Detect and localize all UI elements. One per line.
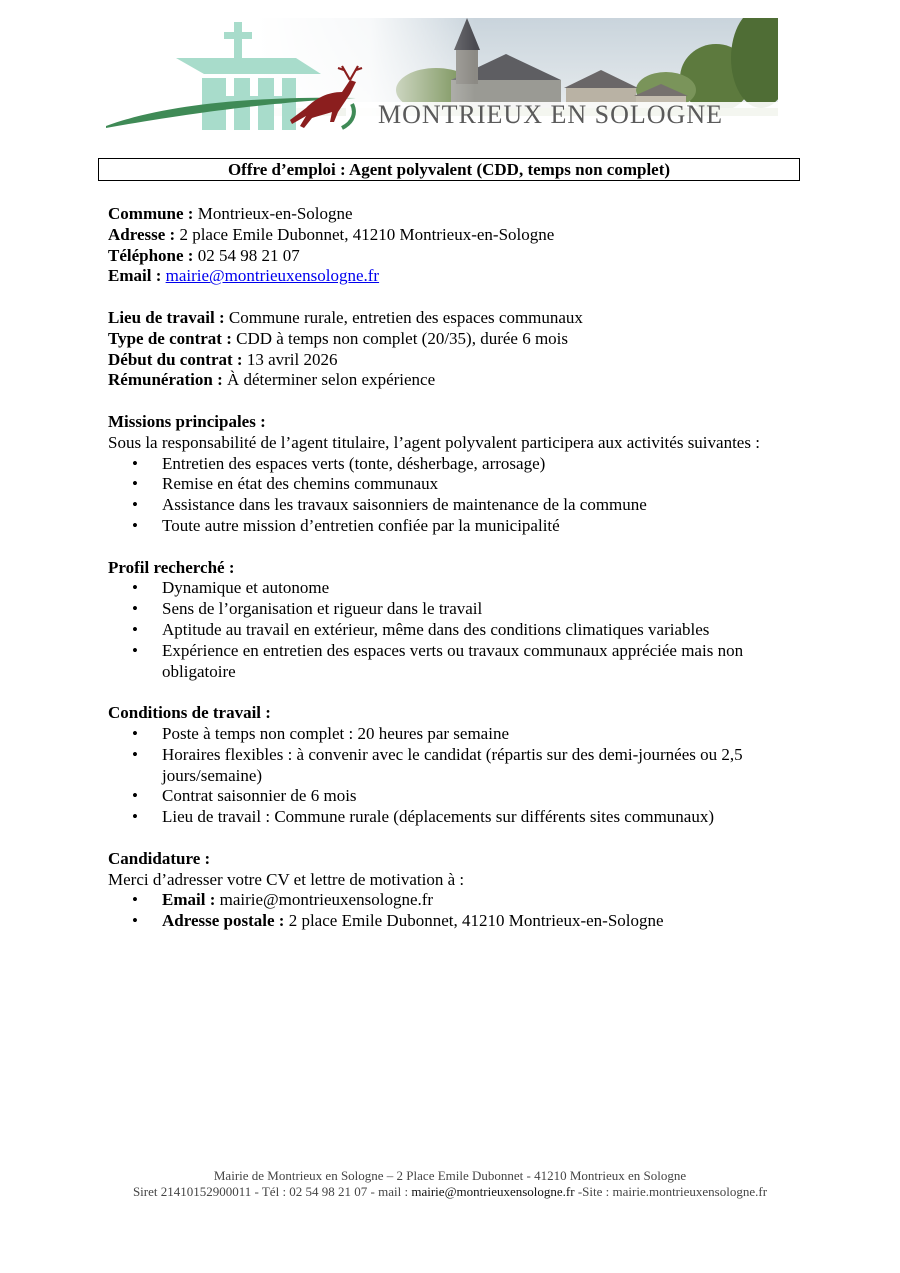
page-title: Offre d’emploi : Agent polyvalent (CDD, temps non complet) (98, 158, 800, 181)
header-banner (106, 18, 778, 134)
list-item: • Contrat saisonnier de 6 mois (108, 786, 798, 807)
contract-value: CDD à temps non complet (20/35), durée 6 mois (231, 328, 569, 348)
application-post-value: 2 place Emile Dubonnet, 41210 Montrieux-en-Sologne (284, 911, 664, 931)
phone-value: 02 54 98 21 07 (193, 245, 300, 265)
list-item: • Poste à temps non complet : 20 heures par semaine (108, 724, 798, 745)
missions-heading: Missions principales : (108, 411, 266, 431)
start-value: 13 avril 2026 (242, 349, 338, 369)
list-item: • Remise en état des chemins communaux (108, 474, 798, 495)
application-email-label: Email : (162, 890, 216, 910)
brand-name: MONTRIEUX EN SOLOGNE (378, 100, 723, 129)
spacer (108, 828, 798, 849)
footer-line-2-prefix: Siret 21410152900011 - Tél : 02 54 98 21 07 - mail : (132, 1183, 412, 1199)
start-label: Début du contrat : (108, 349, 243, 369)
location-label: Lieu de travail : (108, 307, 225, 327)
footer-line-1: Mairie de Montrieux en Sologne – 2 Place Emile Dubonnet - 41210 Montrieux en Sologne (213, 1168, 687, 1183)
list-item: • Entretien des espaces verts (tonte, désherbage, arrosage) (108, 454, 798, 475)
missions-list (108, 454, 798, 537)
list-item: • Dynamique et autonome (108, 578, 798, 599)
missions-section (108, 412, 798, 537)
address-label: Adresse : (108, 224, 176, 244)
application-heading: Candidature : (108, 848, 211, 868)
spacer (108, 682, 798, 703)
application-intro: Merci d’adresser votre CV et lettre de motivation à : (108, 869, 465, 889)
email-label: Email : (108, 266, 162, 286)
conditions-list (108, 724, 798, 828)
list-item: • Expérience en entretien des espaces verts ou travaux communaux appréciée mais non obligatoire (108, 641, 798, 683)
list-item: • Assistance dans les travaux saisonniers de maintenance de la commune (108, 495, 798, 516)
footer-line-2-suffix: -Site : mairie.montrieuxensologne.fr (574, 1183, 768, 1199)
address-line (108, 225, 798, 246)
commune-label: Commune : (108, 204, 194, 223)
commune-value: Montrieux-en-Sologne (193, 204, 353, 223)
list-item: • Sens de l’organisation et rigueur dans le travail (108, 599, 798, 620)
list-item (108, 890, 798, 911)
profile-list (108, 578, 798, 682)
location-line (108, 308, 798, 329)
list-item: • Aptitude au travail en extérieur, même dans des conditions climatiques variables (108, 620, 798, 641)
application-list (108, 890, 798, 932)
spacer (108, 537, 798, 558)
email-link[interactable]: mairie@montrieuxensologne.fr (165, 266, 380, 286)
contract-line (108, 329, 798, 350)
location-value: Commune rurale, entretien des espaces communaux (224, 307, 583, 327)
start-line (108, 350, 798, 371)
email-line (108, 266, 798, 287)
profile-section (108, 558, 798, 683)
list-item: • Toute autre mission d’entretien confiée par la municipalité (108, 516, 798, 537)
phone-line (108, 246, 798, 267)
page-footer (0, 1168, 900, 1199)
list-item: • Horaires flexibles : à convenir avec le candidat (répartis sur des demi-journées ou 2,5 jours/semaine) (108, 745, 798, 787)
application-post-label: Adresse postale : (162, 911, 285, 931)
conditions-section (108, 703, 798, 828)
phone-label: Téléphone : (108, 245, 194, 265)
address-value: 2 place Emile Dubonnet, 41210 Montrieux-en-Sologne (175, 224, 555, 244)
salary-value: À déterminer selon expérience (222, 370, 436, 390)
profile-heading: Profil recherché : (108, 557, 235, 577)
contract-label: Type de contrat : (108, 328, 232, 348)
contact-section (108, 204, 798, 287)
footer-line-2 (0, 1184, 900, 1200)
list-item: • Lieu de travail : Commune rurale (déplacements sur différents sites communaux) (108, 807, 798, 828)
salary-label: Rémunération : (108, 370, 223, 390)
application-section (108, 849, 798, 932)
salary-line (108, 370, 798, 391)
spacer (108, 391, 798, 412)
footer-email: mairie@montrieuxensologne.fr (411, 1183, 575, 1199)
list-item (108, 911, 798, 932)
commune-line (108, 204, 798, 225)
spacer (108, 287, 798, 308)
application-email-value: mairie@montrieuxensologne.fr (215, 890, 434, 910)
job-offer-content (108, 204, 798, 932)
conditions-heading: Conditions de travail : (108, 703, 271, 723)
missions-intro: Sous la responsabilité de l’agent titulaire, l’agent polyvalent participera aux activités suivantes : (108, 432, 760, 452)
job-details-section (108, 308, 798, 391)
